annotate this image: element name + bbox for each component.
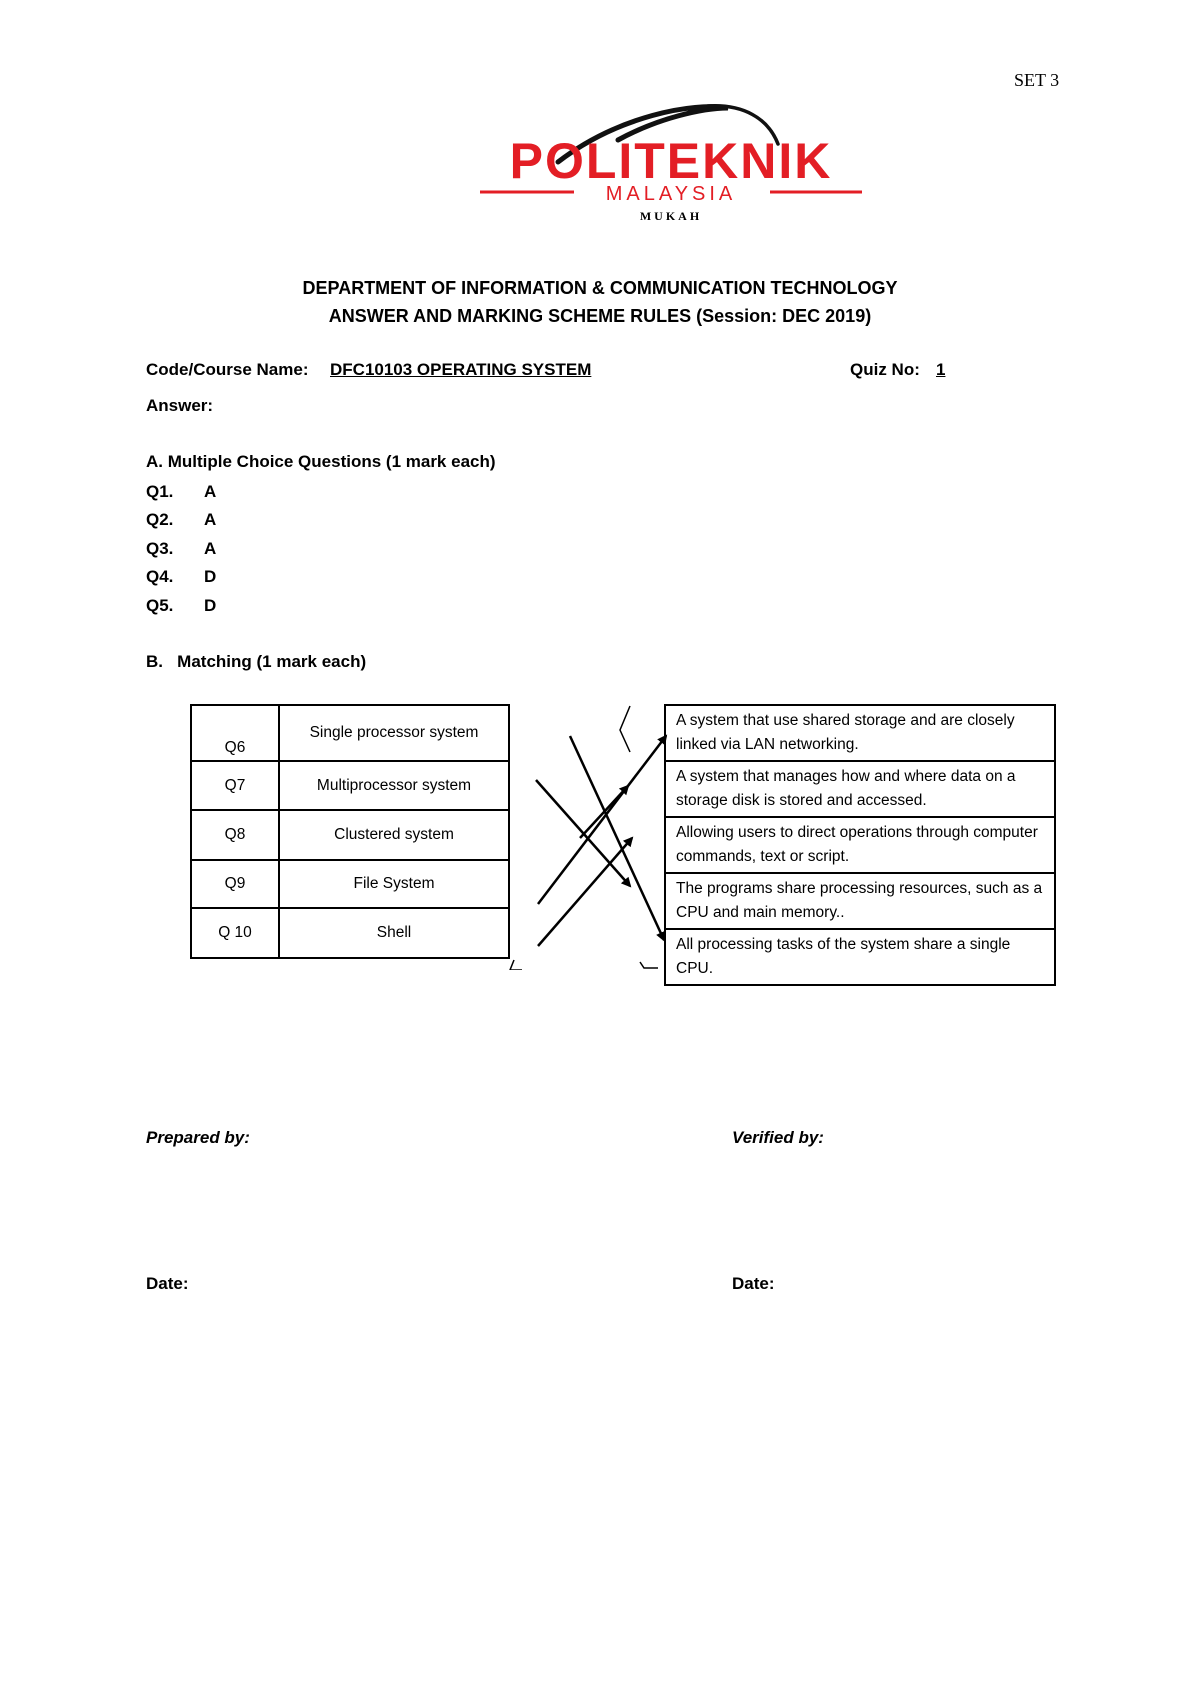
matching-term: File System	[279, 860, 509, 908]
mcq-answer: A	[204, 539, 217, 558]
matching-question-number: Q6	[191, 705, 279, 761]
mcq-answer-row	[146, 539, 216, 559]
table-row	[665, 929, 1055, 985]
matching-term: Single processor system	[279, 705, 509, 761]
bracket-mark	[640, 962, 658, 968]
mcq-answer-row	[146, 510, 216, 530]
matching-term: Multiprocessor system	[279, 761, 509, 810]
table-row	[665, 761, 1055, 817]
matching-arrows	[500, 698, 680, 970]
arrow-q6	[570, 736, 664, 940]
bracket-mark	[510, 960, 522, 970]
matching-definition: Allowing users to direct operations through computer commands, text or script.	[665, 817, 1055, 873]
quiz-no-value: 1	[936, 360, 946, 379]
bracket-mark	[620, 706, 630, 752]
matching-question-number: Q9	[191, 860, 279, 908]
course-name-label: Code/Course Name:	[146, 360, 309, 379]
matching-arrows-svg	[500, 698, 680, 970]
prepared-by-label: Prepared by:	[146, 1128, 250, 1147]
table-row	[191, 908, 509, 958]
date-left-label: Date:	[146, 1274, 189, 1293]
table-row	[665, 873, 1055, 929]
matching-definition: All processing tasks of the system share a single CPU.	[665, 929, 1055, 985]
verified-by-label: Verified by:	[732, 1128, 824, 1147]
matching-question-number: Q7	[191, 761, 279, 810]
arrow-q10	[538, 838, 632, 946]
section-b-title: B. Matching (1 mark each)	[146, 652, 367, 671]
marking-scheme-heading: ANSWER AND MARKING SCHEME RULES (Session: DEC 2019)	[328, 306, 872, 326]
logo-main-text: POLITEKNIK	[509, 133, 833, 189]
mcq-question: Q5.	[146, 596, 174, 615]
matching-definition: The programs share processing resources, such as a CPU and main memory..	[665, 873, 1055, 929]
politeknik-logo	[478, 96, 864, 230]
mcq-answer: D	[204, 596, 217, 615]
matching-term: Shell	[279, 908, 509, 958]
logo-sub-text: MALAYSIA	[605, 183, 737, 205]
department-heading: DEPARTMENT OF INFORMATION & COMMUNICATION TECHNOLOGY	[302, 278, 898, 298]
course-name-value: DFC10103 OPERATING SYSTEM	[330, 360, 592, 379]
table-row	[191, 761, 509, 810]
arrow-q8	[538, 736, 666, 904]
mcq-answer-row	[146, 596, 216, 616]
matching-term: Clustered system	[279, 810, 509, 860]
quiz-no-label: Quiz No:	[850, 360, 920, 379]
logo-campus-text: MUKAH	[639, 209, 703, 223]
set-label: SET 3	[1014, 70, 1060, 90]
table-row	[665, 705, 1055, 761]
mcq-answer-row	[146, 482, 216, 502]
date-right-label: Date:	[732, 1274, 775, 1293]
mcq-answer: A	[204, 510, 217, 529]
table-row	[191, 810, 509, 860]
section-a-title: A. Multiple Choice Questions (1 mark each)	[146, 452, 496, 471]
table-row	[665, 817, 1055, 873]
mcq-question: Q2.	[146, 510, 174, 529]
politeknik-logo-mark	[478, 96, 864, 230]
mcq-answer: A	[204, 482, 217, 501]
matching-definition: A system that use shared storage and are closely linked via LAN networking.	[665, 705, 1055, 761]
matching-right-table	[664, 704, 1056, 986]
matching-definition: A system that manages how and where data on a storage disk is stored and accessed.	[665, 761, 1055, 817]
mcq-answer-row	[146, 567, 216, 587]
matching-question-number: Q 10	[191, 908, 279, 958]
mcq-question: Q4.	[146, 567, 174, 586]
mcq-question: Q3.	[146, 539, 174, 558]
table-row	[191, 705, 509, 761]
answer-label: Answer:	[146, 396, 214, 415]
mcq-question: Q1.	[146, 482, 174, 501]
mcq-answer: D	[204, 567, 217, 586]
matching-left-table	[190, 704, 510, 959]
table-row	[191, 860, 509, 908]
arrow-q9	[580, 786, 628, 838]
matching-question-number: Q8	[191, 810, 279, 860]
